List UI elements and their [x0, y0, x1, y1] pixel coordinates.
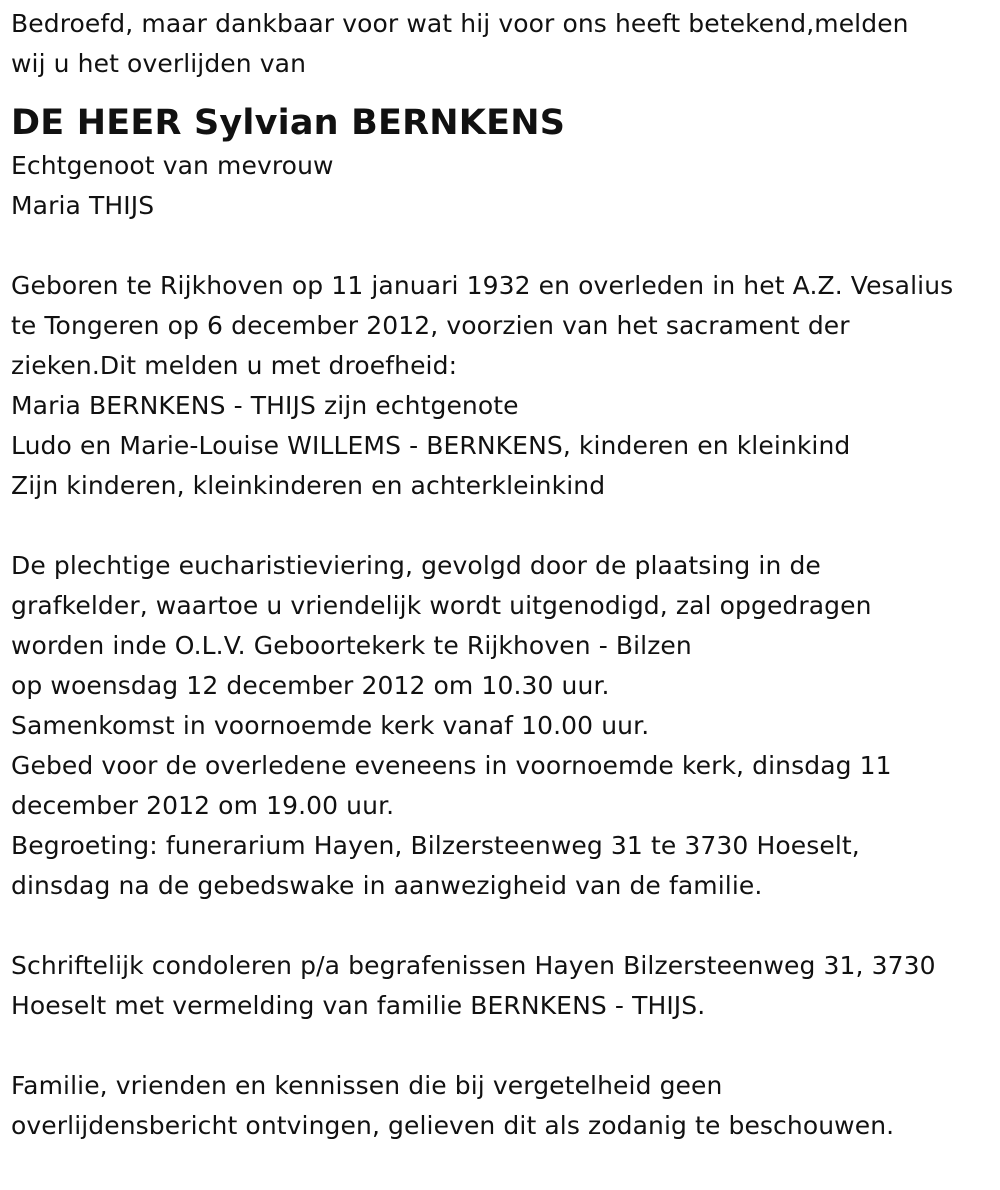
ceremony-line-4: op woensdag 12 december 2012 om 10.30 uur. [11, 671, 610, 700]
ceremony-line-6: Gebed voor de overledene eveneens in voornoemde kerk, dinsdag 11 [11, 751, 892, 780]
birth-death-line-1: Geboren te Rijkhoven op 11 januari 1932 en overleden in het A.Z. Vesalius [11, 271, 954, 300]
ceremony-line-8: Begroeting: funerarium Hayen, Bilzersteenweg 31 te 3730 Hoeselt, [11, 831, 860, 860]
closing-line-2: overlijdensbericht ontvingen, gelieven dit als zodanig te beschouwen. [11, 1111, 895, 1140]
ceremony-line-3: worden inde O.L.V. Geboortekerk te Rijkhoven - Bilzen [11, 631, 692, 660]
spouse-line-1: Echtgenoot van mevrouw [11, 151, 334, 180]
family-line-1: Maria BERNKENS - THIJS zijn echtgenote [11, 391, 519, 420]
deceased-block [11, 102, 993, 226]
paragraph-gap [11, 226, 993, 266]
spouse-line-2: Maria THIJS [11, 191, 155, 220]
family-list [11, 386, 993, 506]
condolences-line-2: Hoeselt met vermelding van familie BERNKENS - THIJS. [11, 991, 706, 1020]
birth-death-line-3: zieken.Dit melden u met droefheid: [11, 351, 458, 380]
intro-line-2: wij u het overlijden van [11, 49, 307, 78]
paragraph-gap [11, 506, 993, 546]
family-line-2: Ludo en Marie-Louise WILLEMS - BERNKENS, kinderen en kleinkind [11, 431, 851, 460]
intro-line-1: Bedroefd, maar dankbaar voor wat hij voor ons heeft betekend,melden [11, 9, 909, 38]
condolences-line-1: Schriftelijk condoleren p/a begrafenissen Hayen Bilzersteenweg 31, 3730 [11, 951, 936, 980]
paragraph-gap [11, 1026, 993, 1066]
paragraph-gap [11, 906, 993, 946]
birth-death-paragraph [11, 266, 993, 386]
birth-death-line-2: te Tongeren op 6 december 2012, voorzien van het sacrament der [11, 311, 850, 340]
ceremony-line-1: De plechtige eucharistieviering, gevolgd door de plaatsing in de [11, 551, 821, 580]
obituary-notice [11, 4, 993, 1146]
closing-line-1: Familie, vrienden en kennissen die bij vergetelheid geen [11, 1071, 723, 1100]
ceremony-paragraph [11, 546, 993, 906]
deceased-name: DE HEER Sylvian BERNKENS [11, 103, 566, 143]
ceremony-line-2: grafkelder, waartoe u vriendelijk wordt uitgenodigd, zal opgedragen [11, 591, 872, 620]
ceremony-line-9: dinsdag na de gebedswake in aanwezigheid van de familie. [11, 871, 763, 900]
condolences-paragraph [11, 946, 993, 1026]
closing-paragraph [11, 1066, 993, 1146]
ceremony-line-5: Samenkomst in voornoemde kerk vanaf 10.00 uur. [11, 711, 650, 740]
family-line-3: Zijn kinderen, kleinkinderen en achterkleinkind [11, 471, 606, 500]
ceremony-line-7: december 2012 om 19.00 uur. [11, 791, 395, 820]
intro-paragraph [11, 4, 993, 84]
